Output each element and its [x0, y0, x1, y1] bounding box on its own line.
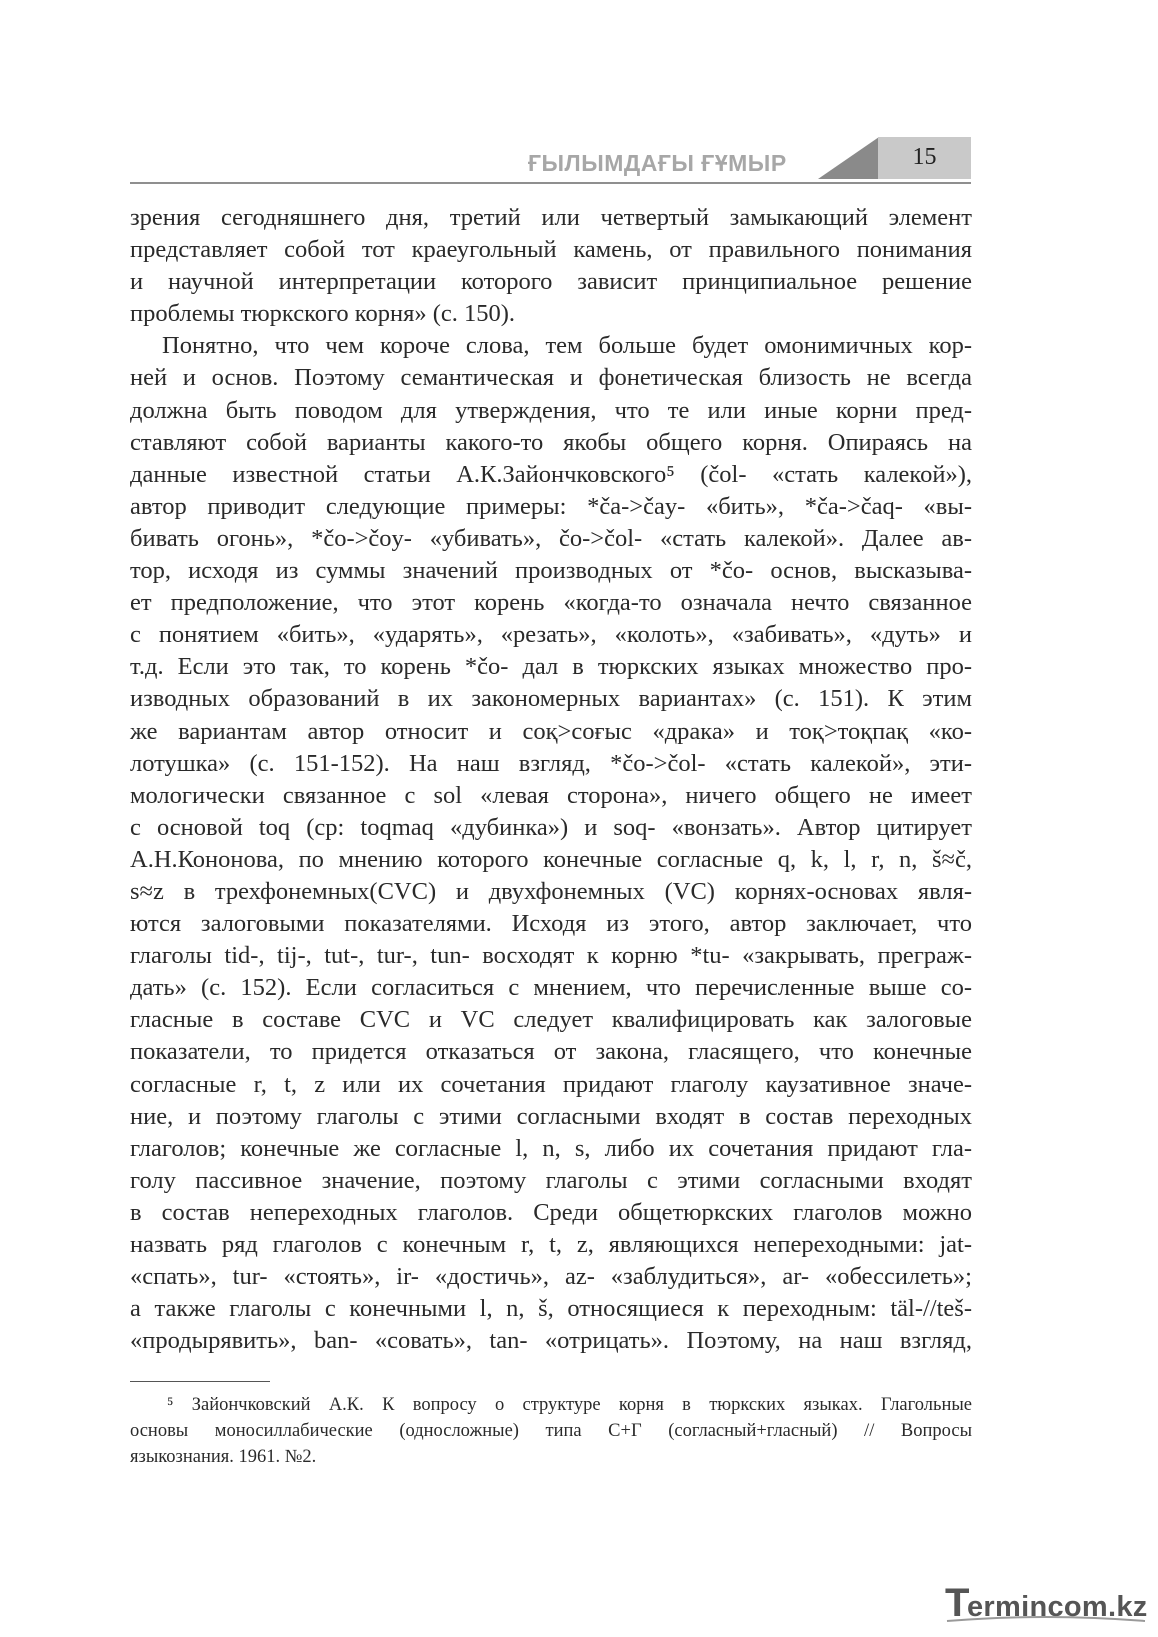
- body-line: мологически связанное с sol «левая сторона», ничего общего не имеет: [130, 781, 972, 809]
- body-line: изводных образований в их закономерных вариантах» (с. 151). К этим: [130, 685, 972, 713]
- body-line: представляет собой тот краеугольный камень, от правильного понимания: [130, 236, 972, 264]
- body-line: тор, исходя из суммы значений производных от *čo- основ, высказыва-: [130, 557, 972, 585]
- body-line: т.д. Если это так, то корень *čo- дал в тюркских языках множество про-: [130, 653, 972, 681]
- body-line: s≈z в трехфонемных(CVC) и двухфонемных (VC) корнях-основах явля-: [130, 877, 972, 905]
- body-line: ставляют собой варианты какого-то якобы общего корня. Опираясь на: [130, 428, 972, 456]
- watermark-initial: T: [945, 1581, 970, 1625]
- body-line: назвать ряд глаголов с конечным r, t, z, являющихся непереходными: jat-: [130, 1231, 972, 1258]
- body-line: глаголы tid-, tij-, tut-, tur-, tun- восходят к корню *tu- «закрывать, преграж-: [130, 942, 972, 970]
- body-line: бивать огонь», *čo->čoy- «убивать», čo->čol- «стать калекой». Далее ав-: [130, 524, 972, 552]
- footnote: [130, 1392, 972, 1470]
- body-line: «продырявить», ban- «совать», tan- «отрицать». Поэтому, на наш взгляд,: [130, 1327, 972, 1355]
- watermark-text: ermincom.kz: [967, 1591, 1148, 1623]
- header-rule: [130, 182, 971, 184]
- footnote-line: ⁵ Зайончковский А.К. К вопросу о структуре корня в тюркских языках. Глагольные: [167, 1395, 972, 1415]
- body-line: А.Н.Кононова, по мнению которого конечные согласные q, k, l, r, n, š≈č,: [130, 845, 972, 873]
- body-line: ются залоговыми показателями. Исходя из этого, автор заключает, что: [130, 910, 972, 938]
- body-line: гласные в составе CVC и VC следует квалифицировать как залоговые: [130, 1006, 972, 1034]
- body-line: ет предположение, что этот корень «когда-то означала нечто связанное: [130, 589, 972, 617]
- page-number-box: [878, 137, 971, 179]
- body-line: лотушка» (с. 151-152). На наш взгляд, *čo->čol- «стать калекой», эти-: [130, 749, 972, 777]
- watermark-swoosh-icon: [945, 1615, 1150, 1625]
- body-line: ние, и поэтому глаголы с этими согласными входят в состав переходных: [130, 1102, 972, 1130]
- page-number: 15: [912, 144, 937, 170]
- body-line: автор приводит следующие примеры: *ča->čay- «бить», *ča->čaq- «вы-: [130, 492, 972, 520]
- body-line: с основой toq (ср: toqmaq «дубинка») и soq- «вонзать». Автор цитирует: [130, 813, 972, 841]
- body-line: голу пассивное значение, поэтому глаголы с этими согласными входят: [130, 1166, 972, 1194]
- body-line: в состав непереходных глаголов. Среди общетюркских глаголов можно: [130, 1198, 972, 1226]
- body-line: данные известной статьи А.К.Зайончковского⁵ (čol- «стать калекой»),: [130, 460, 972, 488]
- footnote-line: языкознания. 1961. №2.: [130, 1447, 317, 1467]
- body-line: согласные r, t, z или их сочетания придают глаголу каузативное значе-: [130, 1070, 972, 1098]
- body-line: «спать», tur- «стоять», ir- «достичь», az- «заблудиться», ar- «обессилеть»;: [130, 1263, 972, 1291]
- body-line: проблемы тюркского корня» (с. 150).: [130, 300, 516, 328]
- footnote-line: основы моносиллабические (односложные) типа С+Г (согласный+гласный) // Вопросы: [130, 1421, 972, 1441]
- body-line: же вариантам автор относит и соқ>соғыс «драка» и тоқ>тоқпақ «ко-: [130, 717, 972, 745]
- body-line: ней и основ. Поэтому семантическая и фонетическая близость не всегда: [130, 364, 972, 392]
- watermark-logo: [945, 1581, 1150, 1625]
- body-line: и научной интерпретации которого зависит принципиальное решение: [130, 268, 972, 296]
- body-line: показатели, то придется отказаться от закона, гласящего, что конечные: [130, 1038, 972, 1066]
- body-line: зрения сегодняшнего дня, третий или четвертый замыкающий элемент: [130, 204, 972, 231]
- body-line: глаголов; конечные же согласные l, n, s, либо их сочетания придают гла-: [130, 1134, 972, 1162]
- body-line: дать» (с. 152). Если согласиться с мнением, что перечисленные выше со-: [130, 974, 972, 1002]
- running-header-title: ҒЫЛЫМДАҒЫ ҒҰМЫР: [528, 150, 787, 176]
- body-text: [130, 202, 972, 1357]
- footnote-rule: [130, 1381, 270, 1382]
- body-line: а также глаголы с конечными l, n, š, относящиеся к переходным: täl-//teš-: [130, 1295, 972, 1323]
- body-line: с понятием «бить», «ударять», «резать», «колоть», «забивать», «дуть» и: [130, 621, 972, 649]
- header-wedge-decoration: [818, 137, 879, 179]
- body-line: должна быть поводом для утверждения, что те или иные корни пред-: [130, 396, 972, 424]
- body-line: Понятно, что чем короче слова, тем больше будет омонимичных кор-: [162, 332, 972, 360]
